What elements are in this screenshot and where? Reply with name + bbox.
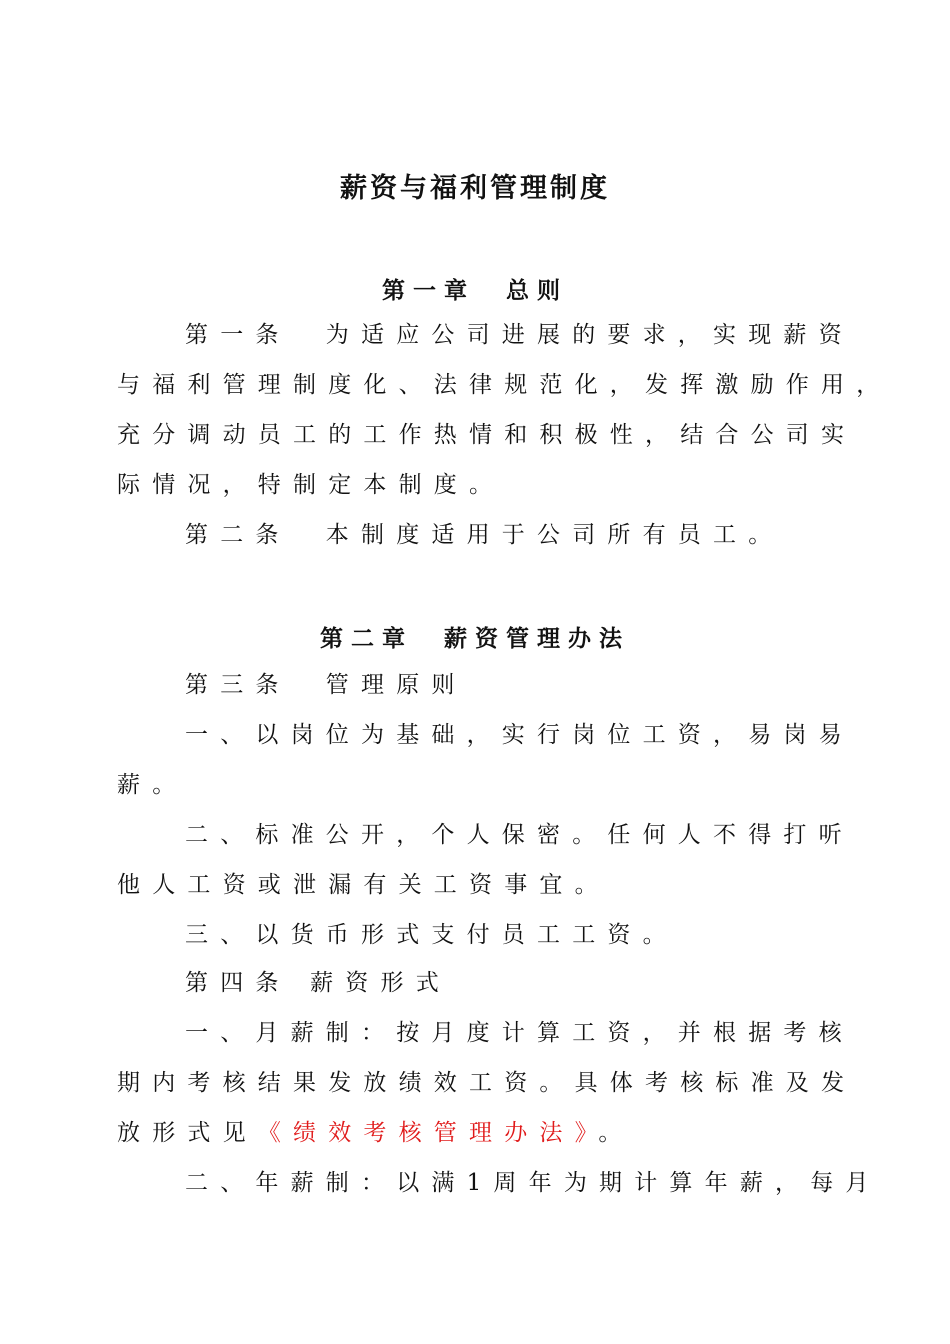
article-3-item-1-line-1: 一、以岗位为基础，实行岗位工资，易岗易 (185, 722, 854, 748)
article-1-line-4: 际情况，特制定本制度。 (117, 472, 505, 498)
article-3-item-2-line-2: 他人工资或泄漏有关工资事宜。 (117, 872, 610, 898)
chapter-1-heading: 第一章 总则 (382, 278, 568, 304)
chapter-2-heading: 第二章 薪资管理办法 (320, 626, 630, 652)
article-4-item-1-suffix: 。 (598, 1120, 634, 1146)
article-4-heading: 第四条 薪资形式 (185, 970, 451, 996)
article-4-item-1-line-3 (117, 1118, 634, 1148)
article-4-item-1-line-2: 期内考核结果发放绩效工资。具体考核标准及发 (117, 1070, 857, 1096)
article-2: 第二条 本制度适用于公司所有员工。 (185, 522, 784, 548)
article-1-line-1: 第一条 为适应公司进展的要求，实现薪资 (185, 322, 854, 348)
article-4-item-2-line-1: 二、年薪制：以满1周年为期计算年薪，每月 (185, 1170, 881, 1196)
article-3-item-1-line-2: 薪。 (117, 772, 188, 798)
article-4-item-1-line-1: 一、月薪制：按月度计算工资，并根据考核 (185, 1020, 854, 1046)
performance-policy-link[interactable]: 《绩效考核管理办法》 (257, 1120, 599, 1146)
article-4-item-1-prefix: 放形式见 (117, 1120, 258, 1146)
article-1-line-2: 与福利管理制度化、法律规范化，发挥激励作用， (117, 372, 892, 398)
article-3-item-3: 三、以货币形式支付员工工资。 (185, 922, 678, 948)
article-3-heading: 第三条 管理原则 (185, 672, 467, 698)
article-3-item-2-line-1: 二、标准公开，个人保密。任何人不得打听 (185, 822, 854, 848)
document-title: 薪资与福利管理制度 (340, 173, 610, 204)
article-1-line-3: 充分调动员工的工作热情和积极性，结合公司实 (117, 422, 857, 448)
